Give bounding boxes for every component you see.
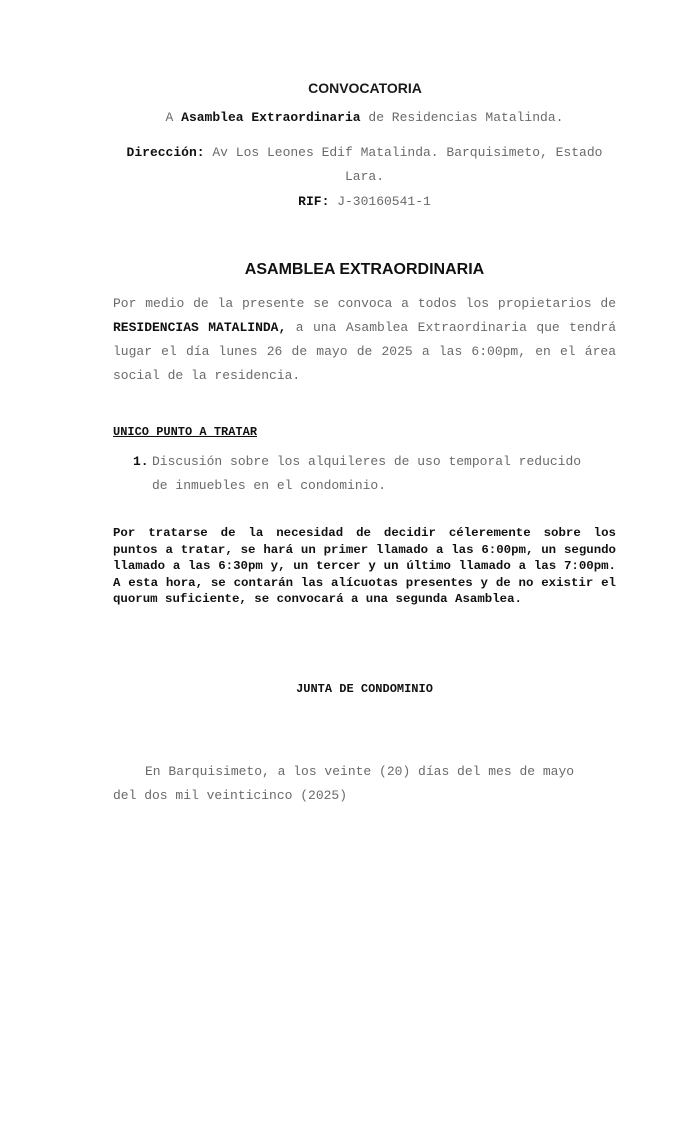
rif-line — [113, 194, 616, 209]
closing-line1: En Barquisimeto, a los veinte (20) días del mes de mayo — [145, 764, 575, 779]
agenda-heading-text: UNICO PUNTO A TRATAR — [113, 425, 258, 439]
intro-suffix: a una Asamblea Extraordinaria que tendrá lugar el día lunes 26 de mayo de 2025 a las 6:00pm, en el área social de la residencia. — [113, 320, 616, 383]
assembly-line-prefix: A — [165, 110, 182, 125]
list-item-number: 1. — [133, 454, 149, 469]
signature-text: JUNTA DE CONDOMINIO — [296, 682, 433, 696]
assembly-line-suffix: de Residencias Matalinda. — [360, 110, 564, 125]
main-title — [113, 261, 616, 279]
list-item-text-line1: Discusión sobre los alquileres de uso temporal reducido — [152, 454, 582, 469]
address-line — [113, 141, 616, 189]
assembly-line-bold: Asamblea Extraordinaria — [181, 110, 361, 125]
address-value: Av Los Leones Edif Matalinda. Barquisimeto, Estado Lara. — [204, 145, 603, 184]
convocatoria-title — [0, 80, 696, 96]
notice-paragraph — [113, 525, 616, 608]
agenda-heading — [113, 425, 257, 439]
main-title-text: ASAMBLEA EXTRAORDINARIA — [244, 261, 485, 278]
address-label: Dirección: — [126, 145, 205, 160]
signature-line — [113, 682, 616, 696]
notice-text: Por tratarse de la necesidad de decidir céleremente sobre los puntos a tratar, se hará un primer llamado a las 6:00pm, un segundo llamado a las 6:30pm y, un tercer y un último llamado a las 7:00pm. A esta hora, se contarán las alícuotas presentes y de no existir el quorum suficiente, se convocará a una segunda Asamblea. — [113, 526, 616, 606]
intro-bold: RESIDENCIAS MATALINDA, — [113, 320, 287, 335]
intro-prefix: Por medio de la presente se convoca a todos los propietarios de — [113, 296, 616, 311]
intro-paragraph — [113, 292, 616, 388]
list-item-text-line2: de inmuebles en el condominio. — [152, 478, 387, 493]
closing-paragraph — [113, 760, 616, 808]
closing-line2: del dos mil veinticinco (2025) — [113, 788, 348, 803]
rif-value: J-30160541-1 — [329, 194, 431, 209]
convocatoria-title-text: CONVOCATORIA — [308, 80, 422, 96]
assembly-line — [113, 110, 616, 125]
rif-label: RIF: — [298, 194, 330, 209]
list-item — [133, 450, 613, 498]
